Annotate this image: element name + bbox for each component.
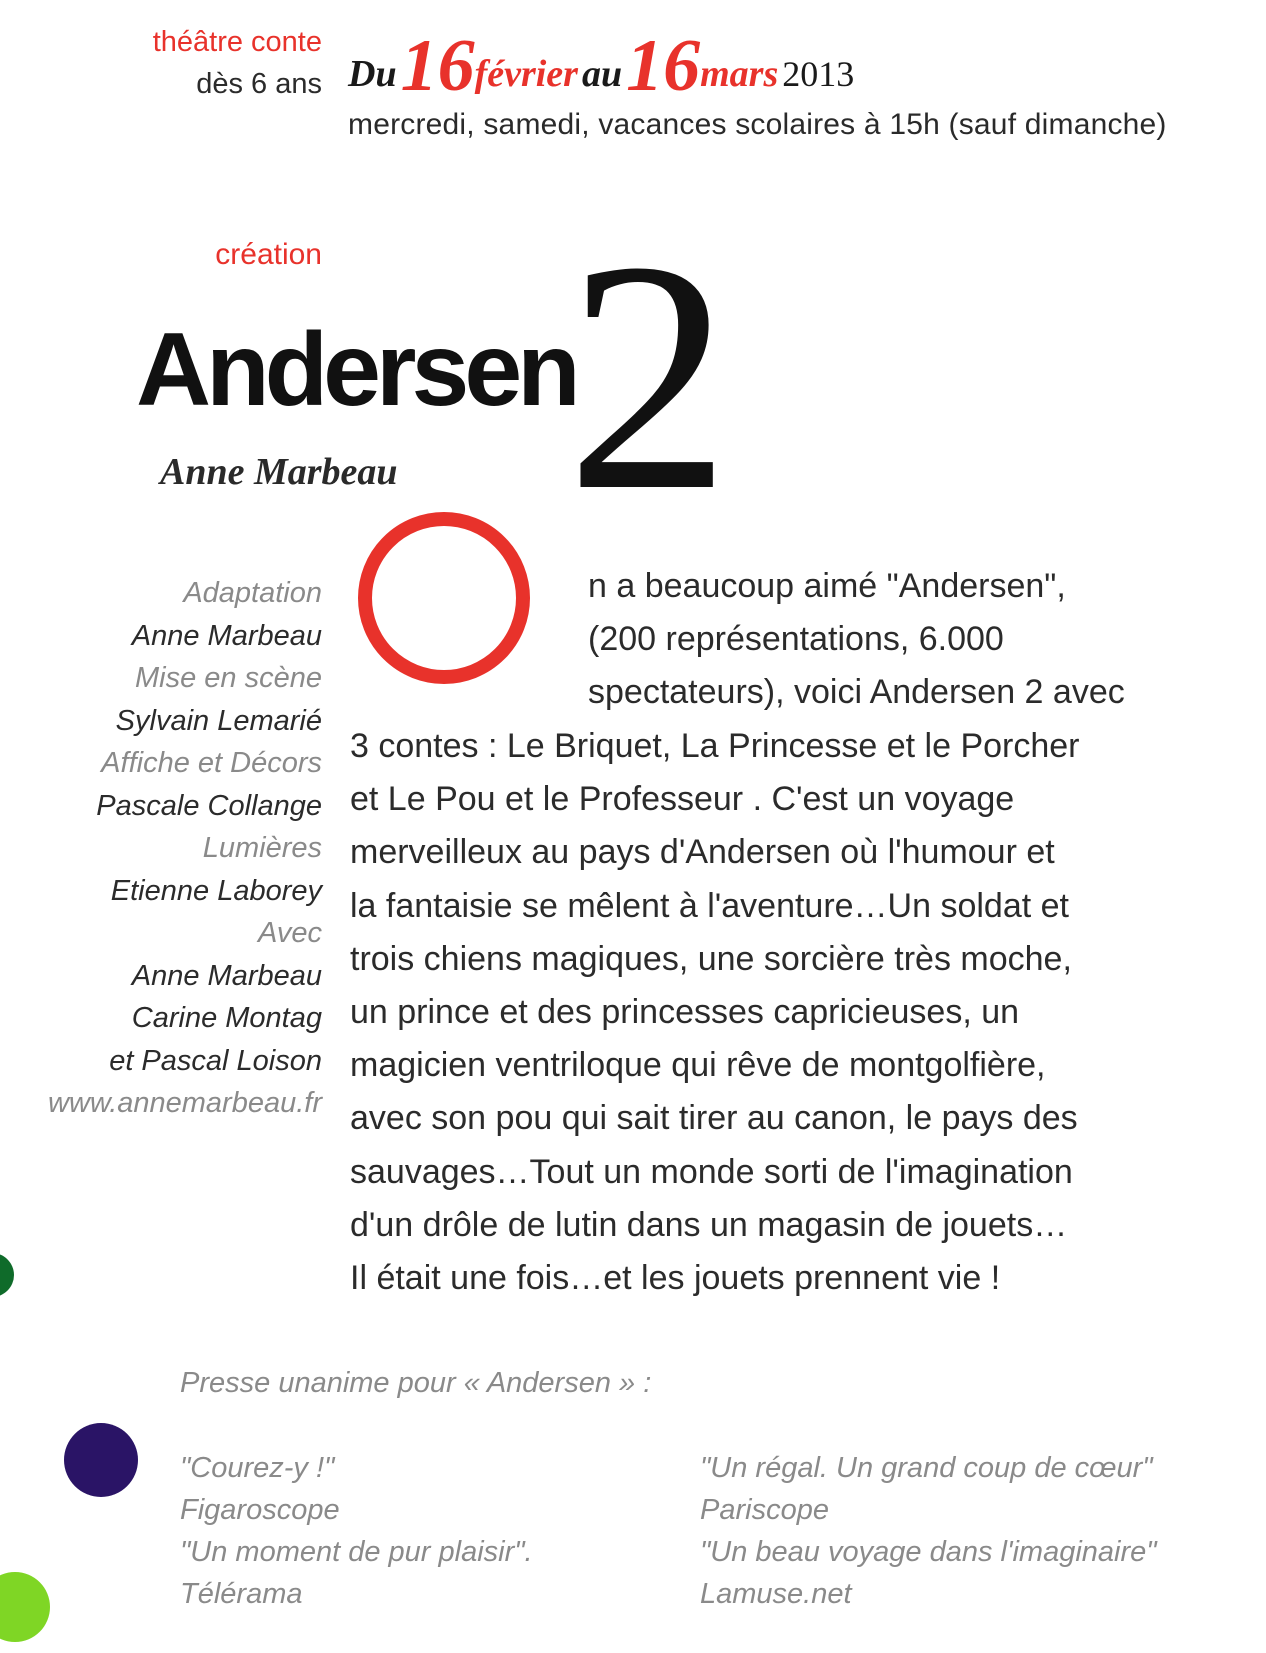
credit-line: Pascale Collange — [96, 789, 322, 822]
description-line: magicien ventriloque qui rêve de montgolfière, — [350, 1046, 1046, 1085]
date-day-end: 16 — [626, 25, 701, 107]
description-line: (200 représentations, 6.000 — [588, 620, 1004, 659]
date-range — [348, 24, 854, 109]
date-du: Du — [348, 53, 397, 95]
show-author: Anne Marbeau — [160, 451, 398, 493]
description-line: trois chiens magiques, une sorcière très moche, — [350, 939, 1072, 978]
date-month-end: mars — [700, 53, 779, 95]
description-line: sauvages…Tout un monde sorti de l'imagination — [350, 1152, 1073, 1191]
credit-line: Anne Marbeau — [131, 959, 322, 992]
description-line: et Le Pou et le Professeur . C'est un voyage — [350, 780, 1015, 819]
drop-cap-o — [358, 512, 530, 684]
press-quote: "Un moment de pur plaisir". — [180, 1536, 533, 1568]
description-line: d'un drôle de lutin dans un magasin de jouets… — [350, 1205, 1068, 1244]
press-column-right — [700, 1447, 1157, 1615]
press-quote: "Courez-y !" — [180, 1452, 335, 1484]
description-line: avec son pou qui sait tirer au canon, le pays des — [350, 1099, 1078, 1138]
date-au: au — [581, 53, 623, 95]
press-quote: "Un beau voyage dans l'imaginaire" — [700, 1536, 1157, 1568]
press-source: Pariscope — [700, 1494, 829, 1526]
description-line: un prince et des princesses capricieuses, un — [350, 993, 1020, 1032]
credit-line: Lumières — [202, 832, 322, 864]
description-body — [350, 720, 1230, 1305]
press-source: Figaroscope — [180, 1494, 340, 1526]
date-month-start: février — [474, 53, 578, 95]
genre-label: théâtre conte — [152, 26, 322, 58]
credit-line: Adaptation — [183, 577, 322, 609]
description-line: la fantaisie se mêlent à l'aventure…Un soldat et — [350, 886, 1069, 925]
press-heading: Presse unanime pour « Andersen » : — [180, 1367, 652, 1399]
press-quote: "Un régal. Un grand coup de cœur" — [700, 1452, 1153, 1484]
credit-line: Avec — [258, 917, 322, 949]
decorative-dot-lime — [0, 1572, 50, 1642]
credit-line: et Pascal Loison — [109, 1044, 322, 1077]
date-day-start: 16 — [400, 25, 475, 107]
date-year: 2013 — [782, 54, 855, 94]
description-line: merveilleux au pays d'Andersen où l'humour et — [350, 833, 1055, 872]
website-link[interactable]: www.annemarbeau.fr — [47, 1087, 322, 1119]
credit-line: Mise en scène — [135, 662, 322, 694]
credit-line: Sylvain Lemarié — [115, 704, 322, 737]
description-line: Il était une fois…et les jouets prennent vie ! — [350, 1259, 1001, 1298]
show-title: Andersen — [136, 312, 576, 428]
creation-tag: création — [215, 238, 322, 271]
title-number: 2 — [566, 194, 731, 559]
schedule-text: mercredi, samedi, vacances scolaires à 15h (sauf dimanche) — [348, 108, 1167, 141]
description-intro — [588, 560, 1228, 720]
credit-line: Carine Montag — [131, 1002, 322, 1034]
credit-line: Affiche et Décors — [101, 747, 322, 779]
press-source: Télérama — [180, 1578, 303, 1610]
press-column-left — [180, 1447, 533, 1615]
credit-line: Etienne Laborey — [110, 874, 322, 907]
description-line: 3 contes : Le Briquet, La Princesse et le Porcher — [350, 727, 1080, 765]
credits-column — [12, 572, 322, 1125]
description-line: spectateurs), voici Andersen 2 avec — [588, 673, 1125, 712]
decorative-dot-green — [0, 1253, 14, 1297]
decorative-dot-purple — [64, 1423, 138, 1497]
credit-line: Anne Marbeau — [131, 619, 322, 652]
age-label: dès 6 ans — [196, 68, 322, 100]
description-line: n a beaucoup aimé "Andersen", — [588, 567, 1066, 605]
press-source: Lamuse.net — [700, 1578, 852, 1610]
